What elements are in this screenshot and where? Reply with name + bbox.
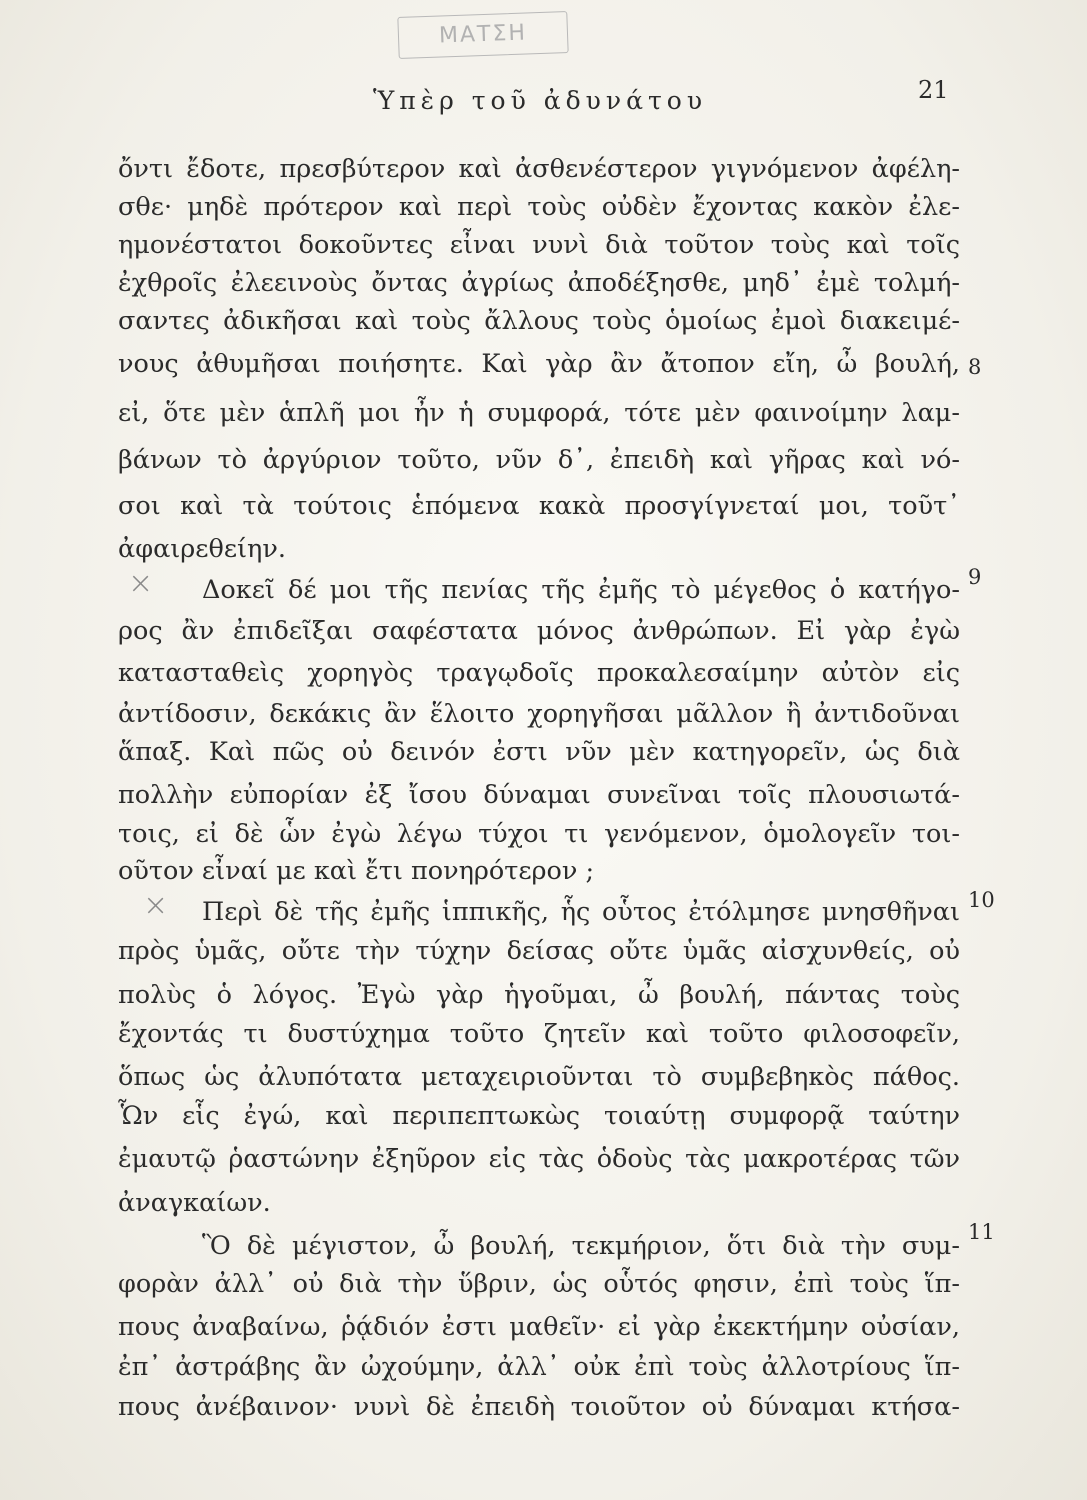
text-line: ἀναγκαίων.: [118, 1188, 271, 1218]
section-number: 10: [968, 888, 995, 912]
text-line: νους ἀθυμῆσαι ποιήσητε. Καὶ γὰρ ἂν ἄτοπον εἴη, ὦ βουλή,: [118, 349, 960, 379]
text-line: κατασταθεὶς χορηγὸς τραγῳδοῖς προκαλεσαίμην αὐτὸν εἰς: [118, 658, 960, 688]
text-line: ἅπαξ. Καὶ πῶς οὐ δεινόν ἐστι νῦν μὲν κατηγορεῖν, ὡς διὰ: [118, 737, 960, 767]
text-line: ἔχοντάς τι δυστύχημα τοῦτο ζητεῖν καὶ τοῦτο φιλοσοφεῖν,: [118, 1019, 960, 1049]
text-line: φορὰν ἀλλ᾽ οὐ διὰ τὴν ὕβριν, ὡς οὗτός φησιν, ἐπὶ τοὺς ἵπ-: [118, 1269, 960, 1299]
text-line: ἀντίδοσιν, δεκάκις ἂν ἕλοιτο χορηγῆσαι μᾶλλον ἢ ἀντιδοῦναι: [118, 699, 960, 729]
text-line: ἐμαυτῷ ῥαστώνην ἐξηῦρον εἰς τὰς ὁδοὺς τὰς μακροτέρας τῶν: [118, 1144, 960, 1174]
text-line: Ὧν εἷς ἐγώ, καὶ περιπεπτωκὼς τοιαύτῃ συμφορᾷ ταύτην: [118, 1101, 960, 1131]
section-number: 9: [968, 565, 982, 589]
text-line: ημονέστατοι δοκοῦντες εἶναι νυνὶ διὰ τοῦτον τοὺς καὶ τοῖς: [118, 230, 960, 260]
text-line: ὄντι ἔδοτε, πρεσβύτερον καὶ ἀσθενέστερον γιγνόμενον ἀφέλη-: [118, 154, 960, 184]
text-line: τοις, εἰ δὲ ὧν ἐγὼ λέγω τύχοι τι γενόμενον, ὁμολογεῖν τοι-: [118, 819, 960, 849]
text-line: πους ἀνέβαινον· νυνὶ δὲ ἐπειδὴ τοιοῦτον οὐ δύναμαι κτήσα-: [118, 1392, 960, 1422]
text-line: ἀφαιρεθείην.: [118, 534, 286, 564]
library-stamp: ΜΑΤΣΗ: [397, 11, 568, 59]
text-line: ἐπ᾽ ἀστράβης ἂν ὠχούμην, ἀλλ᾽ οὐκ ἐπὶ τοὺς ἀλλοτρίους ἵπ-: [118, 1352, 960, 1382]
text-line: οῦτον εἶναί με καὶ ἔτι πονηρότερον ;: [118, 856, 595, 886]
text-line: ὅπως ὡς ἀλυπότατα μεταχειριοῦνται τὸ συμβεβηκὸς πάθος.: [118, 1062, 960, 1092]
margin-cross-mark: ×: [128, 566, 154, 601]
section-number: 11: [968, 1220, 995, 1244]
page-number: 21: [918, 76, 949, 104]
text-line: σθε· μηδὲ πρότερον καὶ περὶ τοὺς οὐδὲν ἔχοντας κακὸν ἐλε-: [118, 192, 960, 222]
text-line: πρὸς ὑμᾶς, οὔτε τὴν τύχην δείσας οὔτε ὑμᾶς αἰσχυνθείς, οὐ: [118, 936, 960, 966]
margin-cross-mark: ×: [143, 888, 169, 923]
text-line: ρος ἂν ἐπιδεῖξαι σαφέστατα μόνος ἀνθρώπων. Εἰ γὰρ ἐγὼ: [118, 616, 960, 646]
text-line: Περὶ δὲ τῆς ἐμῆς ἱππικῆς, ἧς οὗτος ἐτόλμησε μνησθῆναι: [202, 897, 960, 927]
text-line: πολὺς ὁ λόγος. Ἐγὼ γὰρ ἡγοῦμαι, ὦ βουλή, πάντας τοὺς: [118, 980, 960, 1010]
text-line: εἰ, ὅτε μὲν ἁπλῆ μοι ἦν ἡ συμφορά, τότε μὲν φαινοίμην λαμ-: [118, 398, 960, 428]
text-line: σοι καὶ τὰ τούτοις ἑπόμενα κακὰ προσγίγνεταί μοι, τοῦτ᾽: [118, 491, 960, 521]
text-line: Ὃ δὲ μέγιστον, ὦ βουλή, τεκμήριον, ὅτι διὰ τὴν συμ-: [202, 1231, 960, 1261]
text-line: πολλὴν εὐπορίαν ἐξ ἴσου δύναμαι συνεῖναι τοῖς πλουσιωτά-: [118, 780, 960, 810]
text-line: σαντες ἀδικῆσαι καὶ τοὺς ἄλλους τοὺς ὁμοίως ἐμοὶ διακειμέ-: [118, 306, 960, 336]
text-line: πους ἀναβαίνω, ῥᾴδιόν ἐστι μαθεῖν· εἰ γὰρ ἐκεκτήμην οὐσίαν,: [118, 1312, 960, 1342]
text-line: Δοκεῖ δέ μοι τῆς πενίας τῆς ἐμῆς τὸ μέγεθος ὁ κατήγο-: [202, 575, 960, 605]
running-title: Ὑπὲρ τοῦ ἀδυνάτου: [372, 86, 708, 115]
text-line: ἐχθροῖς ἐλεεινοὺς ὄντας ἀγρίως ἀποδέξησθε, μηδ᾽ ἐμὲ τολμή-: [118, 268, 960, 298]
text-line: βάνων τὸ ἀργύριον τοῦτο, νῦν δ᾽, ἐπειδὴ καὶ γῆρας καὶ νό-: [118, 445, 960, 475]
section-number: 8: [968, 355, 982, 379]
